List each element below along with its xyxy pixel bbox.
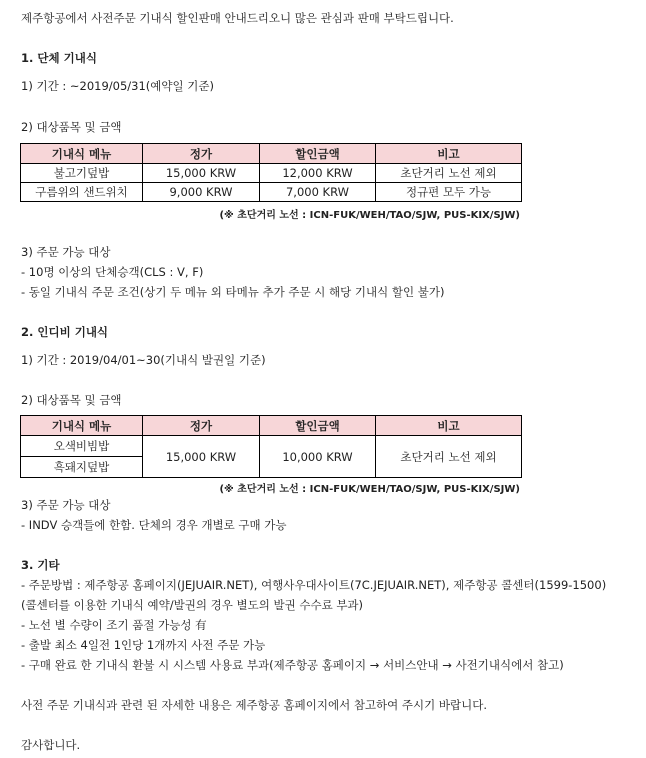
section-3-line: - 주문방법 : 제주항공 홈페이지(JEJUAIR.NET), 여행사우대사이트(7C.JEJUAIR.NET), 제주항공 콜센터(1599-1500): [21, 578, 607, 592]
section-3-heading: 3. 기타: [21, 558, 60, 572]
header-menu: 기내식 메뉴: [21, 144, 143, 164]
table-row: [21, 436, 522, 457]
table-row: [21, 164, 522, 183]
cell-discount: 12,000 KRW: [260, 164, 376, 183]
section-2-target-label: 3) 주문 가능 대상: [21, 498, 111, 512]
section-2-period: 1) 기간 : 2019/04/01~30(기내식 발권일 기준): [21, 353, 266, 367]
section-3-line: - 출발 최소 4일전 1인당 1개까지 사전 주문 가능: [21, 638, 266, 652]
cell-menu: 오색비빔밥: [21, 436, 143, 457]
section-1-target-1: - 10명 이상의 단체승객(CLS : V, F): [21, 265, 204, 279]
section-1-heading: 1. 단체 기내식: [21, 51, 97, 65]
section-3-line: (콜센터를 이용한 기내식 예약/발권의 경우 별도의 발권 수수료 부과): [21, 598, 364, 612]
header-discount: 할인금액: [260, 144, 376, 164]
group-meal-table: [20, 143, 522, 202]
section-2-route-note: (※ 초단거리 노선 : ICN-FUK/WEH/TAO/SJW, PUS-KIX/SJW): [219, 484, 520, 495]
cell-menu: 불고기덮밥: [21, 164, 143, 183]
header-remark: 비고: [376, 416, 522, 436]
indv-meal-table: [20, 415, 522, 478]
cell-price: 9,000 KRW: [143, 183, 260, 202]
table-row: [21, 183, 522, 202]
header-menu: 기내식 메뉴: [21, 416, 143, 436]
cell-price: 15,000 KRW: [143, 164, 260, 183]
closing-text: 사전 주문 기내식과 관련 된 자세한 내용은 제주항공 홈페이지에서 참고하여 주시기 바랍니다.: [21, 698, 488, 712]
table-header-row: [21, 416, 522, 436]
cell-remark: 초단거리 노선 제외: [376, 164, 522, 183]
header-price: 정가: [143, 144, 260, 164]
section-1-target-2: - 동일 기내식 주문 조건(상기 두 메뉴 외 타메뉴 추가 주문 시 해당 기내식 할인 불가): [21, 285, 445, 299]
header-price: 정가: [143, 416, 260, 436]
section-2-heading: 2. 인디비 기내식: [21, 325, 109, 339]
section-1-target-label: 3) 주문 가능 대상: [21, 245, 111, 259]
thanks-text: 감사합니다.: [21, 738, 81, 752]
header-discount: 할인금액: [260, 416, 376, 436]
section-1-period: 1) 기간 : ~2019/05/31(예약일 기준): [21, 79, 214, 93]
cell-discount: 7,000 KRW: [260, 183, 376, 202]
section-1-items-label: 2) 대상품목 및 금액: [21, 120, 122, 134]
cell-menu: 흑돼지덮밥: [21, 457, 143, 478]
cell-menu: 구름위의 샌드위치: [21, 183, 143, 202]
section-3-line: - 구매 완료 한 기내식 환불 시 시스템 사용료 부과(제주항공 홈페이지 → 서비스안내 → 사전기내식에서 참고): [21, 658, 564, 672]
section-2-target-1: - INDV 승객들에 한함. 단체의 경우 개별로 구매 가능: [21, 518, 287, 532]
cell-remark: 정규편 모두 가능: [376, 183, 522, 202]
section-3-line: - 노선 별 수량이 조기 품절 가능성 有: [21, 618, 207, 632]
header-remark: 비고: [376, 144, 522, 164]
section-1-route-note: (※ 초단거리 노선 : ICN-FUK/WEH/TAO/SJW, PUS-KIX/SJW): [219, 210, 520, 221]
cell-discount: 10,000 KRW: [260, 436, 376, 478]
table-header-row: [21, 144, 522, 164]
intro-text: 제주항공에서 사전주문 기내식 할인판매 안내드리오니 많은 관심과 판매 부탁드립니다.: [21, 11, 454, 25]
cell-remark: 초단거리 노선 제외: [376, 436, 522, 478]
section-2-items-label: 2) 대상품목 및 금액: [21, 393, 122, 407]
cell-price: 15,000 KRW: [143, 436, 260, 478]
